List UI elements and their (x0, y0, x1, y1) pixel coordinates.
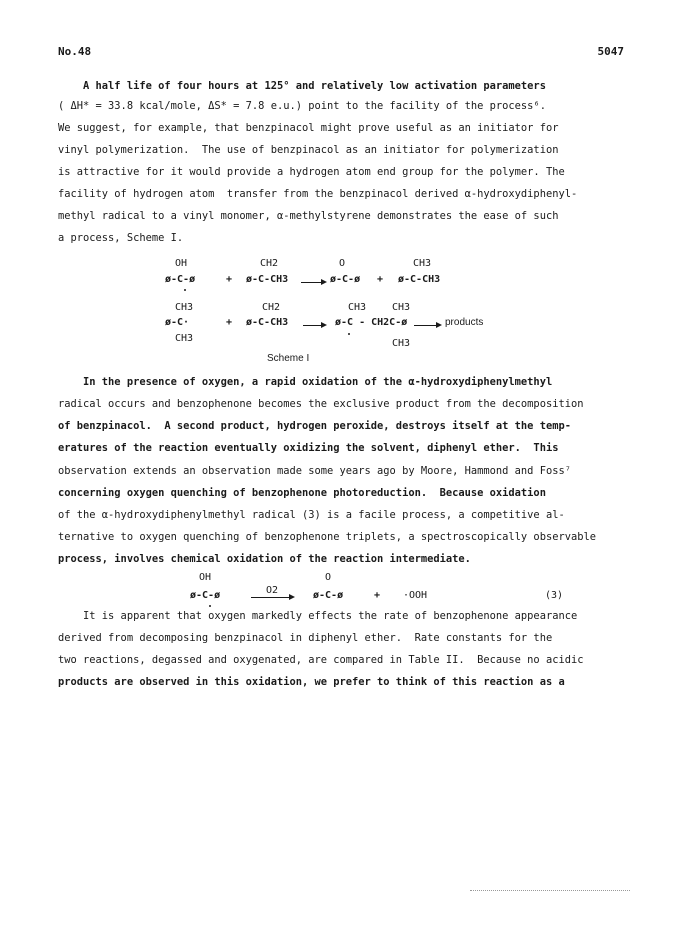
products-label: products (445, 317, 484, 328)
text-line: We suggest, for example, that benzpinacol might prove useful as an initiator for (58, 122, 559, 134)
label-ch3: CH3 (413, 258, 432, 269)
hydroperoxyl-radical: ·OOH (403, 590, 428, 601)
text-line: process, involves chemical oxidation of the reaction intermediate. (58, 553, 471, 565)
cumyl-product: ø-C-CH3 (398, 274, 441, 285)
reaction-arrow (414, 325, 440, 326)
text-line: observation extends an observation made some years ago by Moore, Hammond and Foss⁷ (58, 465, 571, 477)
radical-dot (348, 333, 350, 335)
plus-sign: + (226, 317, 233, 328)
alpha-methylstyrene: ø-C-CH3 (246, 317, 289, 328)
text-line: products are observed in this oxidation, we prefer to think of this reaction as a (58, 676, 565, 688)
text-line: a process, Scheme I. (58, 232, 184, 244)
text-line: It is apparent that oxygen markedly effects the rate of benzophenone appearance (58, 610, 578, 622)
text-line: facility of hydrogen atom transfer from the benzpinacol derived α-hydroxydiphenyl- (58, 188, 578, 200)
text-line: derived from decomposing benzpinacol in diphenyl ether. Rate constants for the (58, 632, 553, 644)
benzophenone: ø-C-ø (313, 590, 344, 601)
label-ch3: CH3 (348, 302, 367, 313)
radical-dot (184, 289, 186, 291)
text-line: ternative to oxygen quenching of benzophenone triplets, a spectroscopically observable (58, 531, 596, 543)
benzpinacol-radical: ø-C-ø (165, 274, 196, 285)
text-line: eratures of the reaction eventually oxidizing the solvent, diphenyl ether. This (58, 442, 559, 454)
text-line: radical occurs and benzophenone becomes the exclusive product from the decomposition (58, 398, 584, 410)
reaction-arrow (251, 597, 293, 598)
label-oh: OH (175, 258, 188, 269)
text-line: vinyl polymerization. The use of benzpinacol as an initiator for polymerization (58, 144, 559, 156)
text-line: In the presence of oxygen, a rapid oxidation of the α-hydroxydiphenylmethyl (58, 376, 553, 388)
radical-dot (209, 605, 211, 607)
dimer-radical: ø-C - CH2C-ø (335, 317, 408, 328)
text-line: methyl radical to a vinyl monomer, α-methylstyrene demonstrates the ease of such (58, 210, 559, 222)
reaction-arrow (301, 282, 325, 283)
scheme-caption: Scheme I (267, 353, 310, 364)
equation-number: (3) (545, 590, 564, 601)
footer-rule (470, 890, 630, 891)
text-line: two reactions, degassed and oxygenated, are compared in Table II. Because no acidic (58, 654, 584, 666)
text-line: A half life of four hours at 125° and relatively low activation parameters (58, 80, 546, 92)
cumyl-radical: ø-C· (165, 317, 190, 328)
issue-number: No.48 (58, 45, 92, 58)
label-ch2: CH2 (262, 302, 281, 313)
label-o: O (339, 258, 346, 269)
plus-sign: + (226, 274, 233, 285)
reaction-arrow (303, 325, 325, 326)
text-line: concerning oxygen quenching of benzophenone photoreduction. Because oxidation (58, 487, 546, 499)
plus-sign: + (374, 590, 381, 601)
text-line: of the α-hydroxydiphenylmethyl radical (3) is a facile process, a competitive al- (58, 509, 565, 521)
label-ch3: CH3 (392, 302, 411, 313)
page-number: 5047 (597, 45, 624, 58)
label-ch3: CH3 (175, 302, 194, 313)
text-line: is attractive for it would provide a hydrogen atom end group for the polymer. The (58, 166, 565, 178)
label-oh: OH (199, 572, 212, 583)
label-ch3: CH3 (392, 338, 411, 349)
alpha-methylstyrene: ø-C-CH3 (246, 274, 289, 285)
label-ch2: CH2 (260, 258, 279, 269)
plus-sign: + (377, 274, 384, 285)
label-o: O (325, 572, 332, 583)
text-line: of benzpinacol. A second product, hydrogen peroxide, destroys itself at the temp- (58, 420, 571, 432)
label-ch3: CH3 (175, 333, 194, 344)
text-line: ( ΔH* = 33.8 kcal/mole, ΔS* = 7.8 e.u.) point to the facility of the process⁶. (58, 100, 546, 112)
reagent-oxygen: O2 (266, 585, 279, 596)
benzophenone: ø-C-ø (330, 274, 361, 285)
reactant-radical: ø-C-ø (190, 590, 221, 601)
